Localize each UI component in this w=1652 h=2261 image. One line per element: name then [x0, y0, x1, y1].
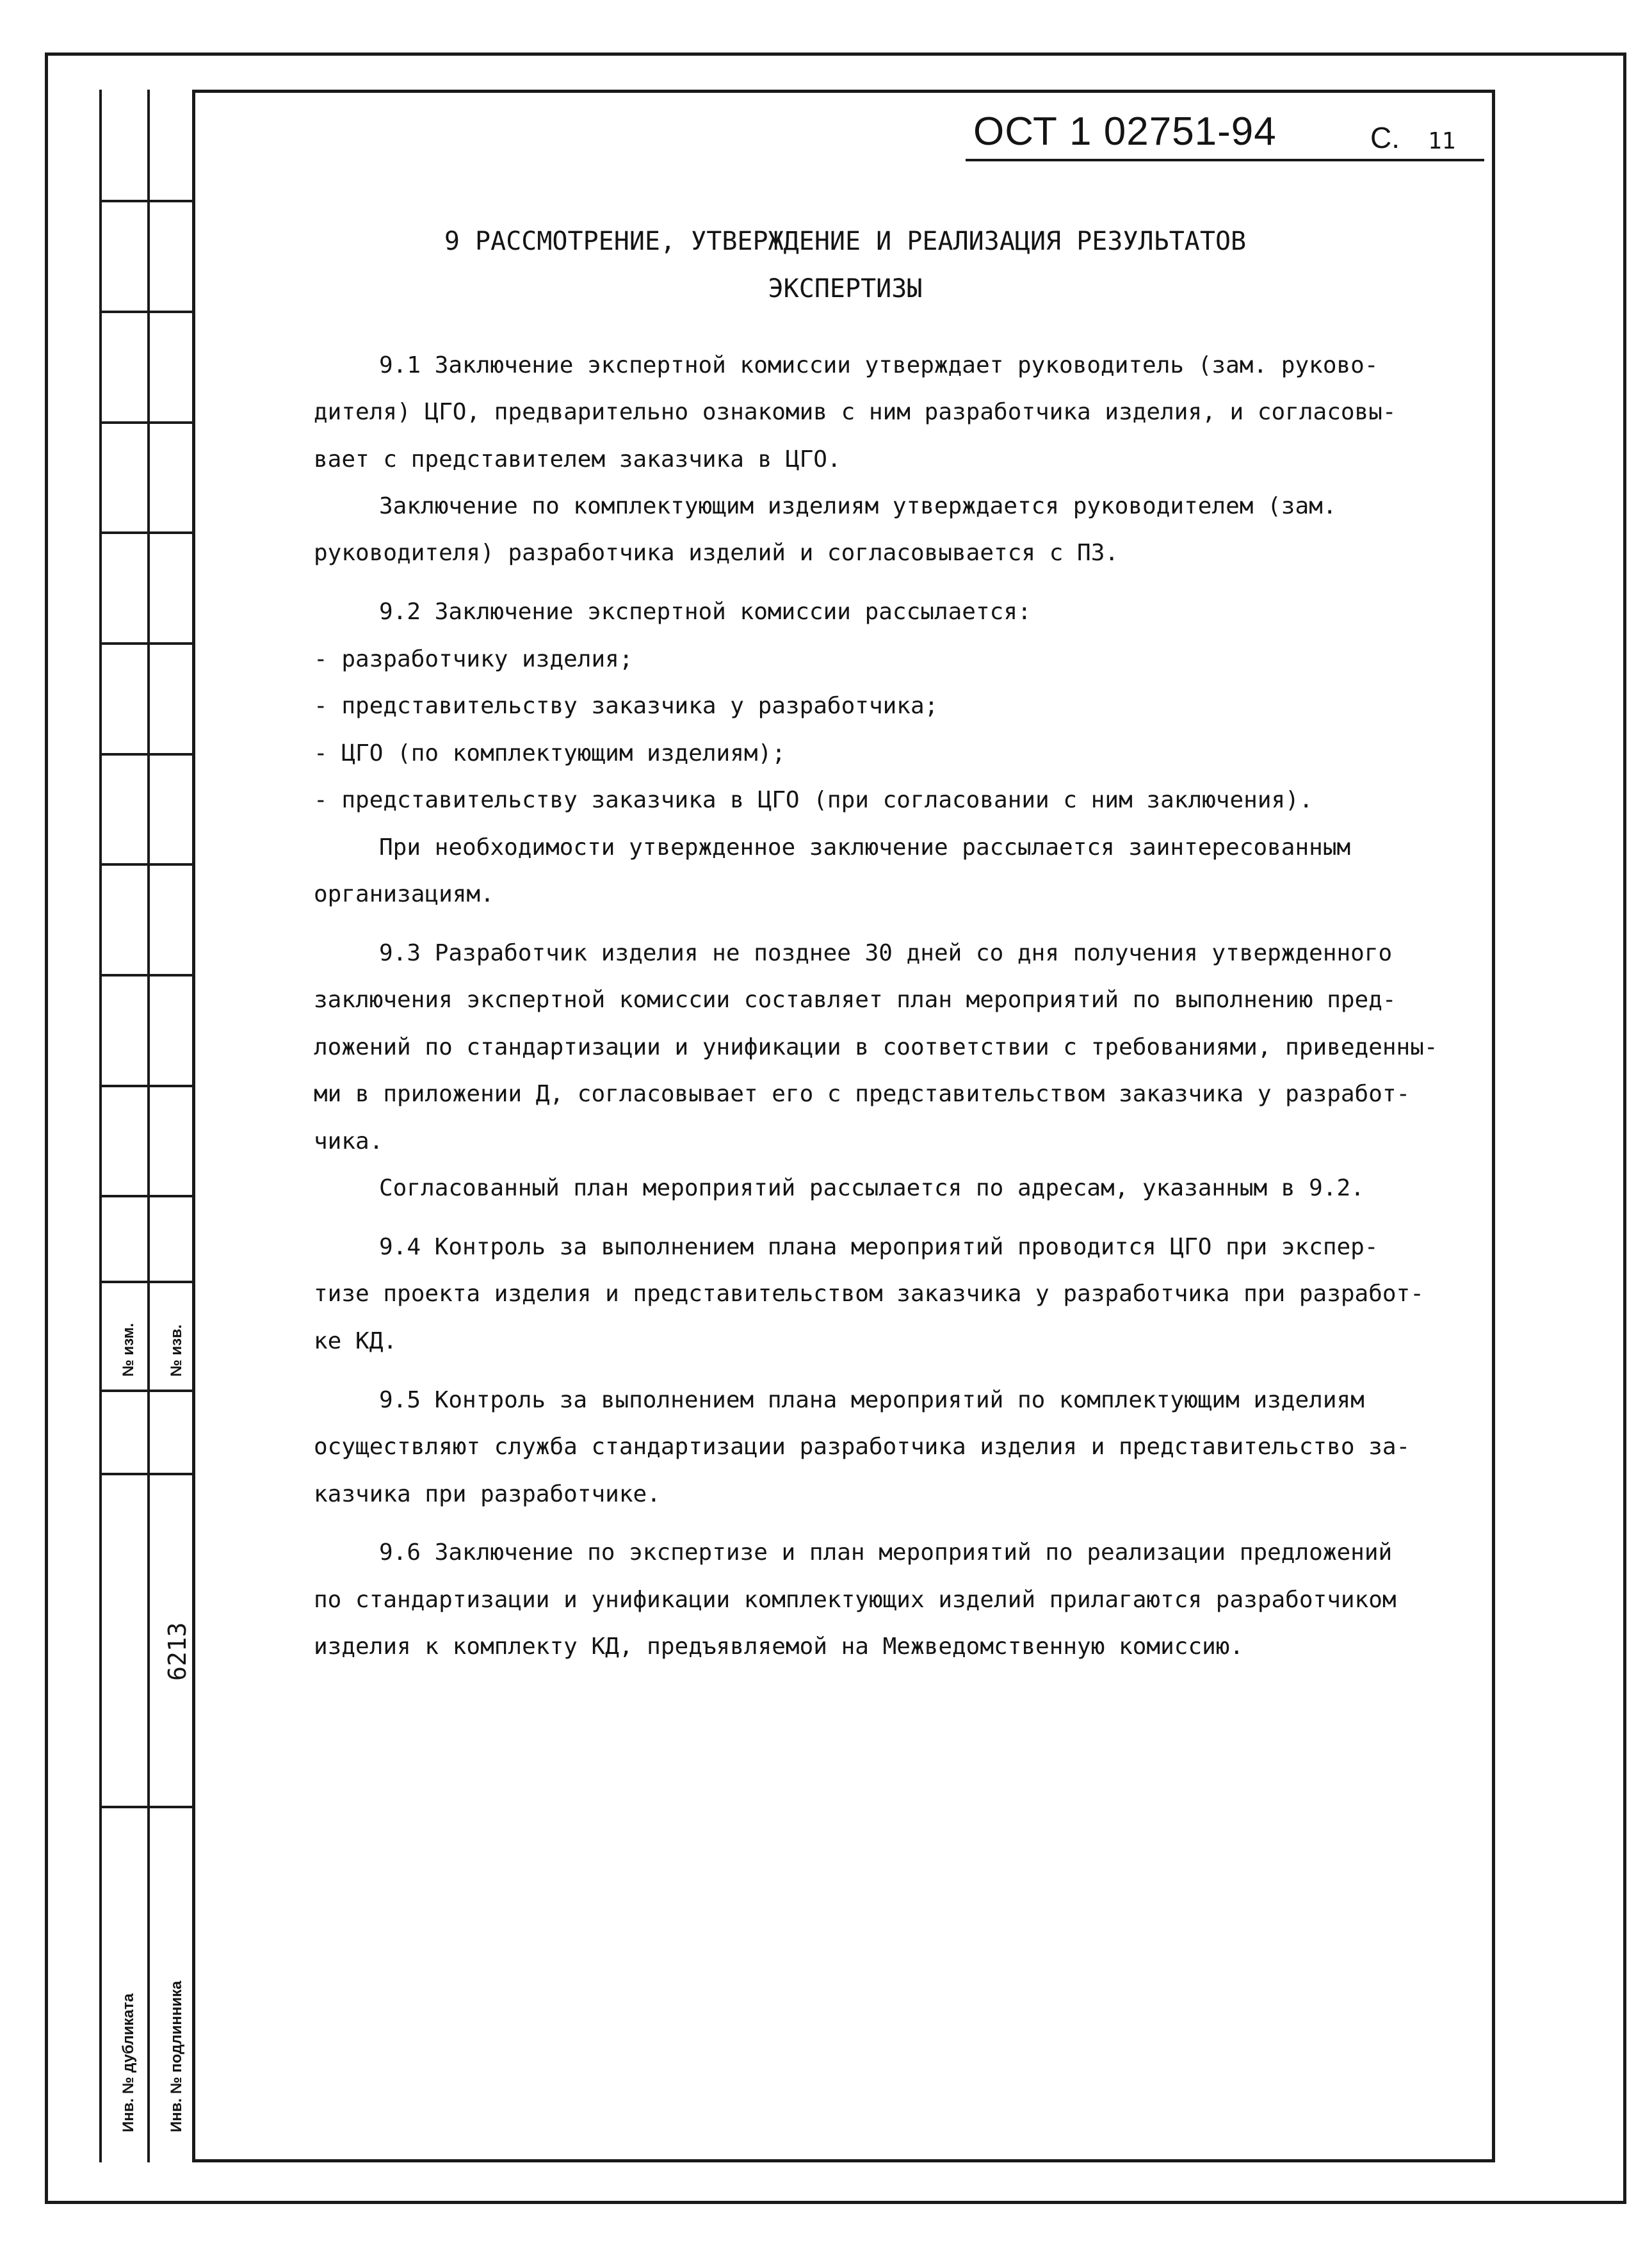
side-divider: [147, 90, 150, 2162]
page-number: 11: [1428, 128, 1456, 154]
text-line: - ЦГО (по комплектующим изделиям);: [314, 740, 786, 766]
text-line: организациям.: [314, 881, 494, 907]
text-line: 9.1 Заключение экспертной комиссии утверждает руководитель (зам. руково-: [379, 352, 1379, 378]
text-line: Заключение по комплектующим изделиям утверждается руководителем (зам.: [379, 493, 1337, 519]
side-row-line: [99, 642, 195, 645]
side-row-line: [99, 421, 195, 424]
side-row-line: [99, 1195, 195, 1197]
text-line: При необходимости утвержденное заключение рассылается заинтересованным: [379, 834, 1351, 861]
duplicate-inv-label: Инв. № дубликата: [120, 1993, 137, 2132]
side-row-line: [99, 863, 195, 866]
text-line: 9.3 Разработчик изделия не позднее 30 дней со дня получения утвержденного: [379, 940, 1393, 966]
text-line: изделия к комплекту КД, предъявляемой на Межведомственную комиссию.: [314, 1633, 1244, 1660]
header-underline: [966, 159, 1484, 161]
text-line: ми в приложении Д, согласовывает его с представительством заказчика у разработ-: [314, 1081, 1411, 1107]
text-line: по стандартизации и унификации комплектующих изделий прилагаются разработчиком: [314, 1587, 1397, 1613]
text-line: 9.2 Заключение экспертной комиссии рассылается:: [379, 599, 1032, 625]
side-row-line: [99, 1390, 195, 1392]
change-no-label: № изм.: [120, 1323, 137, 1377]
text-line: казчика при разработчике.: [314, 1481, 661, 1507]
text-line: заключения экспертной комиссии составляет план мероприятий по выполнению пред-: [314, 987, 1397, 1013]
text-line: 9.5 Контроль за выполнением плана мероприятий по комплектующим изделиям: [379, 1387, 1365, 1413]
text-line: вает с представителем заказчика в ЦГО.: [314, 446, 841, 473]
text-line: 9.4 Контроль за выполнением плана мероприятий проводится ЦГО при экспер-: [379, 1234, 1379, 1260]
text-line: руководителя) разработчика изделий и согласовывается с ПЗ.: [314, 540, 1119, 566]
section-title-line2: ЭКСПЕРТИЗЫ: [768, 274, 923, 304]
text-line: - представительству заказчика в ЦГО (при согласовании с ним заключения).: [314, 787, 1313, 813]
side-row-line: [99, 974, 195, 977]
text-line: осуществляют служба стандартизации разработчика изделия и представительство за-: [314, 1434, 1411, 1460]
side-border-left: [99, 90, 102, 2162]
side-row-line: [99, 1473, 195, 1475]
text-line: ке КД.: [314, 1328, 398, 1354]
page-label: С.: [1370, 121, 1400, 154]
side-row-line: [99, 1806, 195, 1808]
side-row-line: [99, 1085, 195, 1087]
side-row-line: [99, 311, 195, 313]
text-line: Согласованный план мероприятий рассылается по адресам, указанным в 9.2.: [379, 1175, 1365, 1201]
text-line: дителя) ЦГО, предварительно ознакомив с ним разработчика изделия, и согласовы-: [314, 399, 1397, 425]
section-title-line1: 9 РАССМОТРЕНИЕ, УТВЕРЖДЕНИЕ И РЕАЛИЗАЦИЯ РЕЗУЛЬТАТОВ: [444, 227, 1247, 256]
original-inv-number: 6213: [163, 1622, 191, 1681]
notice-no-label: № изв.: [168, 1324, 185, 1377]
side-row-line: [99, 1281, 195, 1283]
text-line: - представительству заказчика у разработчика;: [314, 693, 939, 719]
text-line: чика.: [314, 1128, 384, 1155]
side-stamp: [99, 90, 195, 2162]
document-code: ОСТ 1 02751-94: [973, 109, 1277, 154]
original-inv-label: Инв. № подлинника: [168, 1981, 185, 2132]
side-row-line: [99, 531, 195, 534]
side-row-line: [99, 753, 195, 756]
text-line: тизе проекта изделия и представительством заказчика у разработчика при разработ-: [314, 1281, 1424, 1307]
text-line: 9.6 Заключение по экспертизе и план мероприятий по реализации предложений: [379, 1539, 1393, 1566]
text-line: ложений по стандартизации и унификации в соответствии с требованиями, приведенны-: [314, 1034, 1438, 1060]
text-line: - разработчику изделия;: [314, 646, 633, 672]
side-row-line: [99, 200, 195, 202]
